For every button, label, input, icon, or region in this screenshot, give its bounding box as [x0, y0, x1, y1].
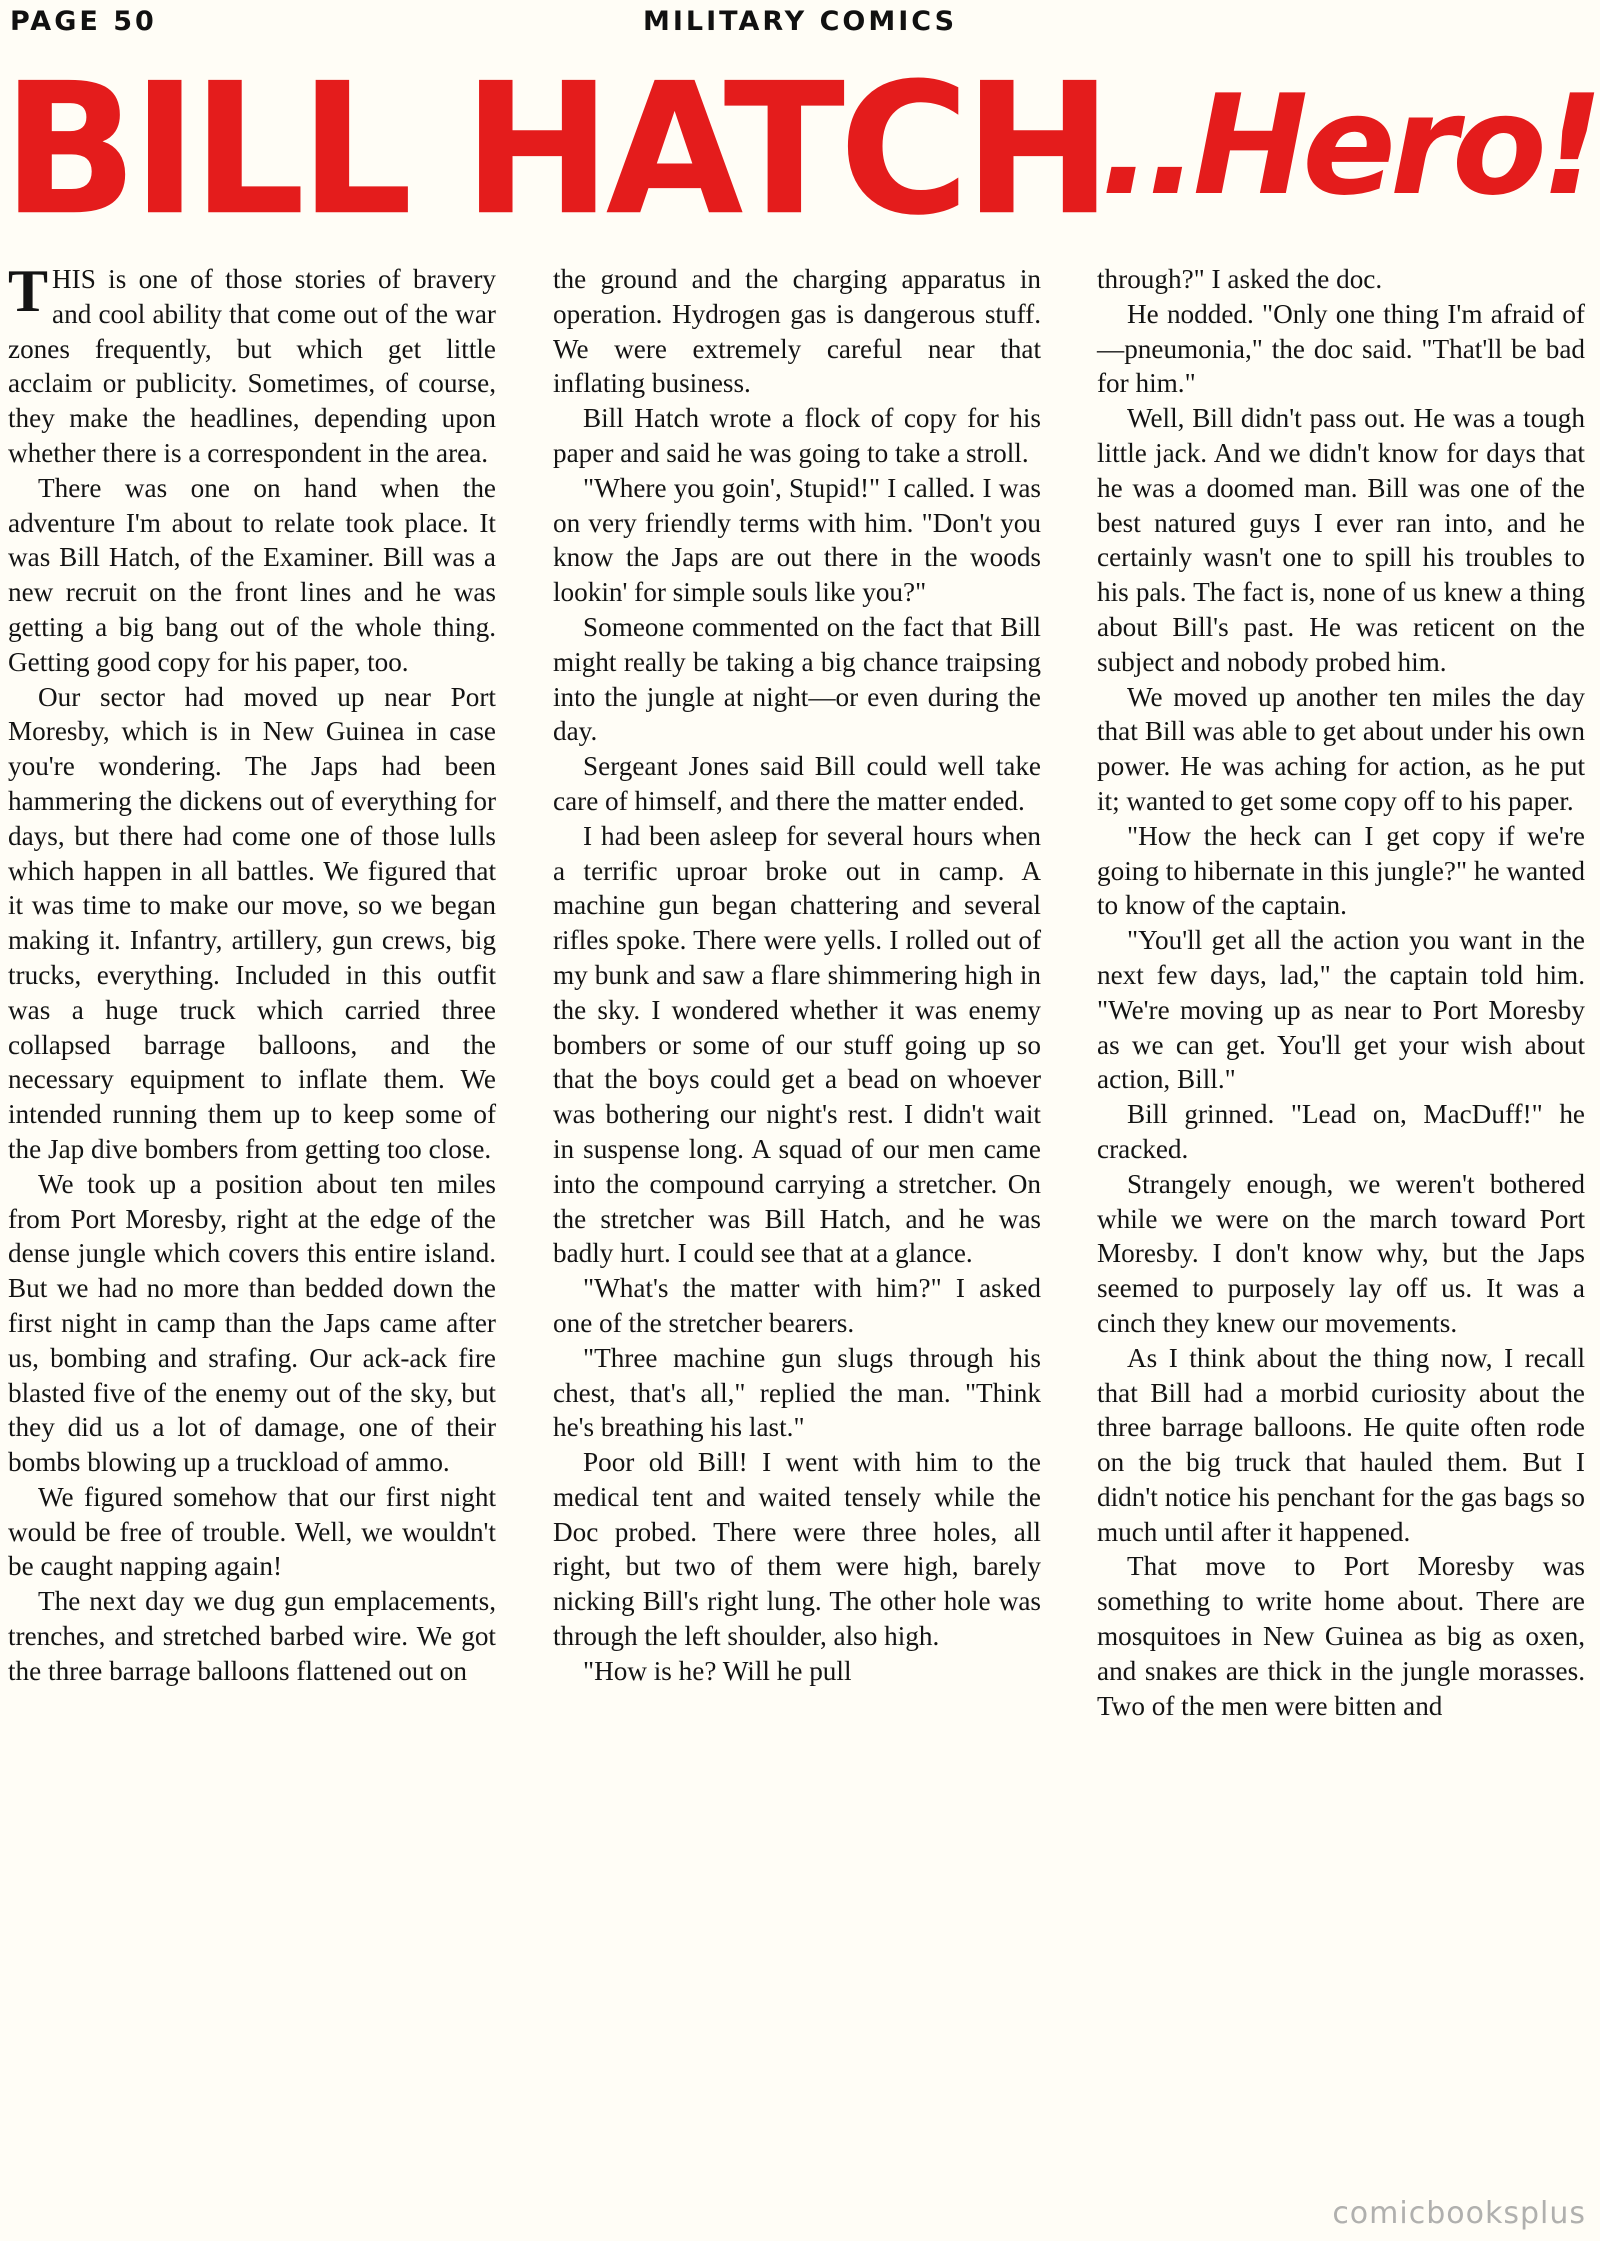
paragraph: He nodded. "Only one thing I'm afraid of—pneumonia," the doc said. "That'll be bad for him.": [1097, 298, 1585, 399]
drop-cap: T: [8, 258, 49, 324]
running-header: [0, 6, 1600, 46]
paragraph: As I think about the thing now, I recall that Bill had a morbid curiosity about the three barrage balloons. He quite often rode on the big truck that hauled them. But I didn't notice his penchant for the gas bags so much until after it happened.: [1097, 1342, 1585, 1547]
paragraph: We took up a position about ten miles from Port Moresby, right at the edge of the dense jungle which covers this entire island. But we had no more than bedded down the first night in camp than the Japs came after us, bombing and strafing. Our ack-ack fire blasted five of the enemy out of the sky, but they did us a lot of damage, one of their bombs blowing up a truckload of ammo.: [8, 1168, 496, 1478]
magazine-title: MILITARY COMICS: [642, 6, 958, 37]
paragraph: The next day we dug gun emplacements, trenches, and stretched barbed wire. We got the three barrage balloons flattened out on: [8, 1586, 496, 1686]
paragraph: Someone commented on the fact that Bill might really be taking a big chance traipsing into the jungle at night—or even during the day.: [553, 611, 1041, 747]
paragraph: "You'll get all the action you want in the next few days, lad," the captain told him. "We're moving up as near to Port Moresby as we can get. You'll get your wish about action, Bill.": [1097, 925, 1585, 1095]
paragraph: the ground and the charging apparatus in operation. Hydrogen gas is dangerous stuff. We were extremely careful near that inflating business.: [553, 264, 1041, 399]
paragraph: Bill grinned. "Lead on, MacDuff!" he cracked.: [1097, 1099, 1585, 1164]
paragraph: "What's the matter with him?" I asked one of the stretcher bearers.: [553, 1273, 1041, 1338]
paragraph: Poor old Bill! I went with him to the medical tent and waited tensely while the Doc probed. There were three holes, all right, but two of them were high, barely nicking Bill's right lung. The other hole was through the left shoulder, also high.: [553, 1447, 1041, 1652]
page-number: PAGE 50: [10, 6, 157, 37]
paragraph: We figured somehow that our first night would be free of trouble. Well, we wouldn't be caught napping again!: [8, 1481, 496, 1582]
paragraph: "Three machine gun slugs through his chest, that's all," replied the man. "Think he's breathing his last.": [553, 1342, 1041, 1443]
text-column-3: [1097, 262, 1585, 2237]
paragraph: That move to Port Moresby was something to write home about. There are mosquitoes in New Guinea as big as oxen, and snakes are thick in the jungle morasses. Two of the men were bitten and: [1097, 1551, 1585, 1721]
paragraph: THIS is one of those stories of bravery and cool ability that come out of the war zones frequently, but which get little acclaim or publicity. Sometimes, of course, they make the headlines, depending upon whether there is a correspondent in the area.: [8, 258, 496, 468]
paragraph: There was one on hand when the adventure I'm about to relate took place. It was Bill Hatch, of the Examiner. Bill was a new recruit on the front lines and he was getting a big bang out of the whole thing. Getting good copy for his paper, too.: [8, 472, 496, 677]
paragraph: Sergeant Jones said Bill could well take care of himself, and there the matter ended.: [553, 751, 1041, 816]
paragraph: "How is he? Will he pull: [583, 1655, 852, 1686]
paragraph: Well, Bill didn't pass out. He was a tough little jack. And we didn't know for days that he was a doomed man. Bill was one of the best natured guys I ever ran into, and he certainly wasn't one to spill his troubles to his pals. The fact is, none of us knew a thing about Bill's past. He was reticent on the subject and nobody probed him.: [1097, 403, 1585, 677]
paragraph: through?" I asked the doc.: [1097, 264, 1383, 294]
paragraph: Bill Hatch wrote a flock of copy for his paper and said he was going to take a stroll.: [553, 403, 1041, 468]
paragraph: "How the heck can I get copy if we're going to hibernate in this jungle?" he wanted to know of the captain.: [1097, 820, 1585, 921]
watermark: comicbooksplus: [1332, 2196, 1586, 2231]
text-column-1: [8, 258, 496, 2237]
paragraph: "Where you goin', Stupid!" I called. I was on very friendly terms with him. "Don't you know the Japs are out there in the woods lookin' for simple souls like you?": [553, 472, 1041, 608]
headline-suffix: ..Hero!: [1100, 65, 1598, 226]
paragraph: Strangely enough, we weren't bothered while we were on the march toward Port Moresby. I don't know why, but the Japs seemed to purposely lay off us. It was a cinch they knew our movements.: [1097, 1168, 1585, 1338]
paragraph: Our sector had moved up near Port Moresby, which is in New Guinea in case you're wondering. The Japs had been hammering the dickens out of everything for days, but there had come one of those lulls which happen in all battles. We figured that it was time to make our move, so we began making it. Infantry, artillery, gun crews, big trucks, everything. Included in this outfit was a huge truck which carried three collapsed barrage balloons, and the necessary equipment to inflate them. We intended running them up to keep some of the Jap dive bombers from getting too close.: [8, 681, 496, 1164]
story-headline: [0, 43, 1600, 256]
text-column-2: [553, 262, 1041, 2237]
paragraph: We moved up another ten miles the day that Bill was able to get about under his own power. He was aching for action, as he put it; wanted to get some copy off to his paper.: [1097, 681, 1585, 816]
headline-main: BILL HATCH: [2, 43, 1107, 256]
paragraph: I had been asleep for several hours when a terrific uproar broke out in camp. A machine gun began chattering and several rifles spoke. There were yells. I rolled out of my bunk and saw a flare shimmering high in the sky. I wondered whether it was enemy bombers or some of our stuff going up so that the boys could get a bead on whoever was bothering our night's rest. I didn't wait in suspense long. A squad of our men came into the compound carrying a stretcher. On the stretcher was Bill Hatch, and he was badly hurt. I could see that at a glance.: [553, 820, 1041, 1269]
